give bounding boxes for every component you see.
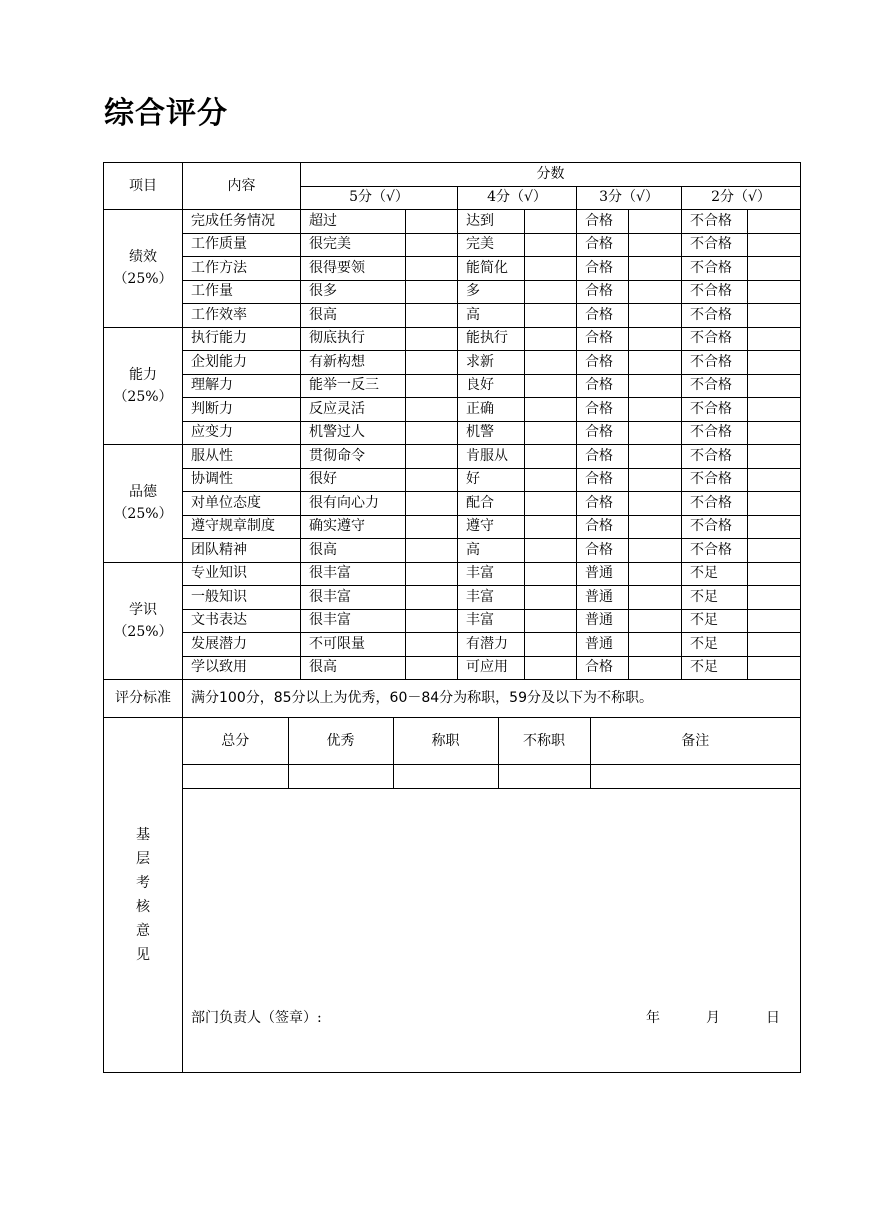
criterion-l4-text: 高 — [458, 539, 525, 563]
criterion-l3-text: 合格 — [577, 304, 629, 328]
check-cell-l3[interactable] — [629, 586, 682, 610]
check-cell-l4[interactable] — [525, 210, 577, 234]
category-cell — [104, 562, 183, 680]
summary-table — [183, 718, 800, 789]
criterion-l4-text: 正确 — [458, 398, 525, 422]
criterion-l3-text: 合格 — [577, 233, 629, 257]
criterion-l3-text: 普通 — [577, 633, 629, 657]
criterion-l5-text: 机警过人 — [301, 421, 406, 445]
criterion-l3-text: 合格 — [577, 656, 629, 680]
check-cell-l4[interactable] — [525, 398, 577, 422]
criterion-l3-text: 合格 — [577, 398, 629, 422]
criterion-l2-text: 不合格 — [682, 445, 748, 469]
criterion-l5-text: 确实遵守 — [301, 515, 406, 539]
criterion-item: 发展潜力 — [183, 633, 301, 657]
check-cell-l3[interactable] — [629, 210, 682, 234]
criterion-l3-text: 合格 — [577, 445, 629, 469]
criterion-l4-text: 遵守 — [458, 515, 525, 539]
criterion-l2-text: 不合格 — [682, 374, 748, 398]
check-cell-l5[interactable] — [406, 656, 458, 680]
page-title: 综合评分 — [104, 96, 228, 131]
check-cell-l2[interactable] — [748, 515, 801, 539]
criterion-item: 一般知识 — [183, 586, 301, 610]
check-cell-l3[interactable] — [629, 421, 682, 445]
criterion-l2-text: 不合格 — [682, 233, 748, 257]
check-cell-l3[interactable] — [629, 398, 682, 422]
category-weight: （25%） — [113, 388, 173, 405]
criterion-item: 专业知识 — [183, 562, 301, 586]
criterion-item: 工作量 — [183, 280, 301, 304]
criterion-l4-text: 达到 — [458, 210, 525, 234]
criterion-l3-text: 普通 — [577, 562, 629, 586]
check-cell-l2[interactable] — [748, 586, 801, 610]
criterion-item: 团队精神 — [183, 539, 301, 563]
criterion-l2-text: 不合格 — [682, 468, 748, 492]
criterion-l5-text: 很完美 — [301, 233, 406, 257]
date-unit: 月 — [706, 1009, 720, 1026]
criterion-l3-text: 合格 — [577, 327, 629, 351]
criterion-l3-text: 合格 — [577, 257, 629, 281]
criterion-l4-text: 肯服从 — [458, 445, 525, 469]
criterion-l5-text: 彻底执行 — [301, 327, 406, 351]
criterion-l4-text: 有潜力 — [458, 633, 525, 657]
check-cell-l4[interactable] — [525, 280, 577, 304]
check-cell-l2[interactable] — [748, 233, 801, 257]
summary-header: 优秀 — [288, 718, 393, 765]
summary-header: 备注 — [590, 718, 800, 765]
check-cell-l2[interactable] — [748, 374, 801, 398]
criterion-l2-text: 不足 — [682, 633, 748, 657]
table-row — [104, 492, 801, 516]
category-cell — [104, 327, 183, 445]
table-row — [104, 233, 801, 257]
check-cell-l3[interactable] — [629, 304, 682, 328]
table-row — [104, 609, 801, 633]
criterion-l3-text: 合格 — [577, 468, 629, 492]
criterion-item: 判断力 — [183, 398, 301, 422]
check-cell-l2[interactable] — [748, 633, 801, 657]
check-cell-l2[interactable] — [748, 210, 801, 234]
criterion-l5-text: 不可限量 — [301, 633, 406, 657]
category-name: 学识 — [129, 601, 157, 618]
check-cell-l2[interactable] — [748, 257, 801, 281]
summary-value-cell[interactable] — [183, 765, 288, 789]
table-row — [104, 280, 801, 304]
check-cell-l4[interactable] — [525, 468, 577, 492]
criterion-l5-text: 很高 — [301, 304, 406, 328]
criterion-l5-text: 很多 — [301, 280, 406, 304]
table-row — [104, 468, 801, 492]
check-cell-l4[interactable] — [525, 633, 577, 657]
criterion-l5-text: 很高 — [301, 539, 406, 563]
check-cell-l2[interactable] — [748, 492, 801, 516]
criterion-l3-text: 合格 — [577, 374, 629, 398]
header-score: 分数 — [301, 163, 801, 187]
criterion-l5-text: 很好 — [301, 468, 406, 492]
criterion-l2-text: 不合格 — [682, 492, 748, 516]
criterion-l5-text: 很有向心力 — [301, 492, 406, 516]
criterion-l4-text: 配合 — [458, 492, 525, 516]
check-cell-l5[interactable] — [406, 257, 458, 281]
check-cell-l2[interactable] — [748, 656, 801, 680]
check-cell-l2[interactable] — [748, 562, 801, 586]
check-cell-l3[interactable] — [629, 539, 682, 563]
criterion-item: 工作方法 — [183, 257, 301, 281]
criterion-item: 工作效率 — [183, 304, 301, 328]
criterion-l4-text: 能简化 — [458, 257, 525, 281]
check-cell-l5[interactable] — [406, 304, 458, 328]
category-cell — [104, 445, 183, 563]
opinion-label-char: 考 — [136, 875, 150, 891]
check-cell-l2[interactable] — [748, 304, 801, 328]
check-cell-l5[interactable] — [406, 280, 458, 304]
criterion-l2-text: 不合格 — [682, 398, 748, 422]
criterion-l2-text: 不合格 — [682, 515, 748, 539]
opinion-label-char: 核 — [136, 899, 150, 915]
criterion-l3-text: 普通 — [577, 586, 629, 610]
criterion-item: 遵守规章制度 — [183, 515, 301, 539]
criterion-l2-text: 不足 — [682, 562, 748, 586]
criterion-l5-text: 能举一反三 — [301, 374, 406, 398]
criterion-l3-text: 合格 — [577, 421, 629, 445]
criterion-l2-text: 不合格 — [682, 257, 748, 281]
check-cell-l4[interactable] — [525, 421, 577, 445]
criterion-l3-text: 合格 — [577, 280, 629, 304]
criterion-l5-text: 很丰富 — [301, 609, 406, 633]
check-cell-l2[interactable] — [748, 327, 801, 351]
summary-header: 称职 — [393, 718, 498, 765]
check-cell-l4[interactable] — [525, 257, 577, 281]
check-cell-l4[interactable] — [525, 445, 577, 469]
criterion-l3-text: 合格 — [577, 515, 629, 539]
criterion-l2-text: 不合格 — [682, 351, 748, 375]
criterion-l5-text: 有新构想 — [301, 351, 406, 375]
check-cell-l3[interactable] — [629, 257, 682, 281]
check-cell-l3[interactable] — [629, 445, 682, 469]
check-cell-l3[interactable] — [629, 609, 682, 633]
criterion-l5-text: 很高 — [301, 656, 406, 680]
signature-line — [183, 1011, 800, 1026]
check-cell-l3[interactable] — [629, 351, 682, 375]
criterion-item: 学以致用 — [183, 656, 301, 680]
criterion-l4-text: 能执行 — [458, 327, 525, 351]
check-cell-l2[interactable] — [748, 421, 801, 445]
check-cell-l3[interactable] — [629, 562, 682, 586]
check-cell-l5[interactable] — [406, 539, 458, 563]
signature-label: 部门负责人（签章）: — [191, 1009, 322, 1026]
check-cell-l5[interactable] — [406, 421, 458, 445]
criterion-l5-text: 很丰富 — [301, 562, 406, 586]
check-cell-l5[interactable] — [406, 492, 458, 516]
check-cell-l4[interactable] — [525, 539, 577, 563]
criterion-l3-text: 合格 — [577, 210, 629, 234]
opinion-label-char: 见 — [136, 947, 150, 963]
opinion-label-char: 层 — [136, 851, 150, 867]
criterion-l5-text: 很丰富 — [301, 586, 406, 610]
summary-header: 总分 — [183, 718, 288, 765]
check-cell-l5[interactable] — [406, 233, 458, 257]
criterion-item: 企划能力 — [183, 351, 301, 375]
criterion-item: 对单位态度 — [183, 492, 301, 516]
check-cell-l5[interactable] — [406, 398, 458, 422]
criterion-l3-text: 合格 — [577, 539, 629, 563]
criterion-l2-text: 不合格 — [682, 304, 748, 328]
check-cell-l4[interactable] — [525, 586, 577, 610]
check-cell-l5[interactable] — [406, 609, 458, 633]
summary-header: 不称职 — [498, 718, 590, 765]
category-weight: （25%） — [113, 506, 173, 523]
opinion-content — [183, 718, 801, 1073]
table-row — [104, 562, 801, 586]
header-content: 内容 — [183, 163, 301, 210]
check-cell-l5[interactable] — [406, 586, 458, 610]
table-row — [104, 633, 801, 657]
category-weight: （25%） — [113, 623, 173, 640]
check-cell-l4[interactable] — [525, 374, 577, 398]
header-level-2: 2分（√） — [682, 186, 801, 210]
criterion-l5-text: 反应灵活 — [301, 398, 406, 422]
table-row — [104, 445, 801, 469]
check-cell-l2[interactable] — [748, 539, 801, 563]
table-row — [104, 327, 801, 351]
criterion-l5-text: 很得要领 — [301, 257, 406, 281]
opinion-label-char: 基 — [136, 827, 150, 843]
opinion-label-cell — [104, 718, 183, 1073]
table-row — [104, 351, 801, 375]
table-row — [104, 586, 801, 610]
header-level-3: 3分（√） — [577, 186, 682, 210]
table-row — [104, 398, 801, 422]
criterion-l4-text: 丰富 — [458, 586, 525, 610]
criterion-l4-text: 丰富 — [458, 609, 525, 633]
criterion-item: 应变力 — [183, 421, 301, 445]
criterion-l5-text: 超过 — [301, 210, 406, 234]
check-cell-l2[interactable] — [748, 351, 801, 375]
check-cell-l4[interactable] — [525, 327, 577, 351]
standard-row — [104, 680, 801, 718]
criterion-item: 工作质量 — [183, 233, 301, 257]
opinion-label-char: 意 — [136, 923, 150, 939]
criterion-l4-text: 机警 — [458, 421, 525, 445]
criterion-l2-text: 不足 — [682, 586, 748, 610]
check-cell-l4[interactable] — [525, 656, 577, 680]
check-cell-l3[interactable] — [629, 468, 682, 492]
criterion-item: 文书表达 — [183, 609, 301, 633]
table-row — [104, 257, 801, 281]
criterion-l4-text: 求新 — [458, 351, 525, 375]
category-name: 绩效 — [129, 249, 157, 266]
check-cell-l2[interactable] — [748, 280, 801, 304]
table-row — [104, 374, 801, 398]
check-cell-l3[interactable] — [629, 233, 682, 257]
criterion-l4-text: 多 — [458, 280, 525, 304]
table-row — [104, 656, 801, 680]
criterion-l2-text: 不合格 — [682, 539, 748, 563]
opinion-writing-area[interactable] — [183, 789, 800, 1011]
check-cell-l5[interactable] — [406, 515, 458, 539]
criterion-l4-text: 好 — [458, 468, 525, 492]
check-cell-l5[interactable] — [406, 351, 458, 375]
criterion-l2-text: 不合格 — [682, 210, 748, 234]
criterion-l3-text: 合格 — [577, 351, 629, 375]
check-cell-l5[interactable] — [406, 633, 458, 657]
check-cell-l5[interactable] — [406, 562, 458, 586]
criterion-item: 完成任务情况 — [183, 210, 301, 234]
criterion-item: 执行能力 — [183, 327, 301, 351]
header-item: 项目 — [104, 163, 183, 210]
check-cell-l4[interactable] — [525, 304, 577, 328]
criterion-l4-text: 丰富 — [458, 562, 525, 586]
criterion-l3-text: 普通 — [577, 609, 629, 633]
criterion-l2-text: 不足 — [682, 656, 748, 680]
category-name: 品德 — [129, 484, 157, 501]
date-unit: 年 — [646, 1009, 660, 1026]
check-cell-l5[interactable] — [406, 374, 458, 398]
check-cell-l4[interactable] — [525, 492, 577, 516]
criterion-l3-text: 合格 — [577, 492, 629, 516]
check-cell-l5[interactable] — [406, 468, 458, 492]
summary-value-cell[interactable] — [288, 765, 393, 789]
check-cell-l3[interactable] — [629, 327, 682, 351]
date-unit: 日 — [766, 1009, 780, 1026]
category-cell — [104, 210, 183, 328]
summary-value-cell[interactable] — [393, 765, 498, 789]
criterion-l2-text: 不合格 — [682, 280, 748, 304]
check-cell-l2[interactable] — [748, 609, 801, 633]
criterion-l4-text: 高 — [458, 304, 525, 328]
check-cell-l3[interactable] — [629, 515, 682, 539]
category-weight: （25%） — [113, 271, 173, 288]
check-cell-l4[interactable] — [525, 562, 577, 586]
header-level-4: 4分（√） — [458, 186, 577, 210]
check-cell-l5[interactable] — [406, 327, 458, 351]
header-level-5: 5分（√） — [301, 186, 458, 210]
check-cell-l5[interactable] — [406, 210, 458, 234]
check-cell-l3[interactable] — [629, 656, 682, 680]
check-cell-l4[interactable] — [525, 233, 577, 257]
check-cell-l2[interactable] — [748, 468, 801, 492]
check-cell-l2[interactable] — [748, 398, 801, 422]
check-cell-l4[interactable] — [525, 515, 577, 539]
criterion-l4-text: 可应用 — [458, 656, 525, 680]
opinion-label — [136, 823, 150, 967]
summary-value-cell[interactable] — [498, 765, 590, 789]
table-row — [104, 210, 801, 234]
summary-value-cell[interactable] — [590, 765, 800, 789]
check-cell-l4[interactable] — [525, 351, 577, 375]
check-cell-l3[interactable] — [629, 492, 682, 516]
criterion-item: 理解力 — [183, 374, 301, 398]
evaluation-table — [103, 162, 801, 1073]
criterion-item: 服从性 — [183, 445, 301, 469]
criterion-l2-text: 不合格 — [682, 327, 748, 351]
opinion-row — [104, 718, 801, 1073]
check-cell-l4[interactable] — [525, 609, 577, 633]
date-fields — [600, 1011, 780, 1026]
category-name: 能力 — [129, 366, 157, 383]
table-row — [104, 421, 801, 445]
criterion-item: 协调性 — [183, 468, 301, 492]
check-cell-l3[interactable] — [629, 280, 682, 304]
standard-text: 满分100分，85分以上为优秀，60－84分为称职，59分及以下为不称职。 — [183, 680, 801, 718]
standard-label: 评分标准 — [104, 680, 183, 718]
table-row — [104, 304, 801, 328]
table-row — [104, 515, 801, 539]
criterion-l4-text: 完美 — [458, 233, 525, 257]
table-row — [104, 539, 801, 563]
criterion-l4-text: 良好 — [458, 374, 525, 398]
check-cell-l5[interactable] — [406, 445, 458, 469]
criterion-l2-text: 不足 — [682, 609, 748, 633]
check-cell-l3[interactable] — [629, 374, 682, 398]
criterion-l5-text: 贯彻命令 — [301, 445, 406, 469]
criterion-l2-text: 不合格 — [682, 421, 748, 445]
check-cell-l3[interactable] — [629, 633, 682, 657]
check-cell-l2[interactable] — [748, 445, 801, 469]
